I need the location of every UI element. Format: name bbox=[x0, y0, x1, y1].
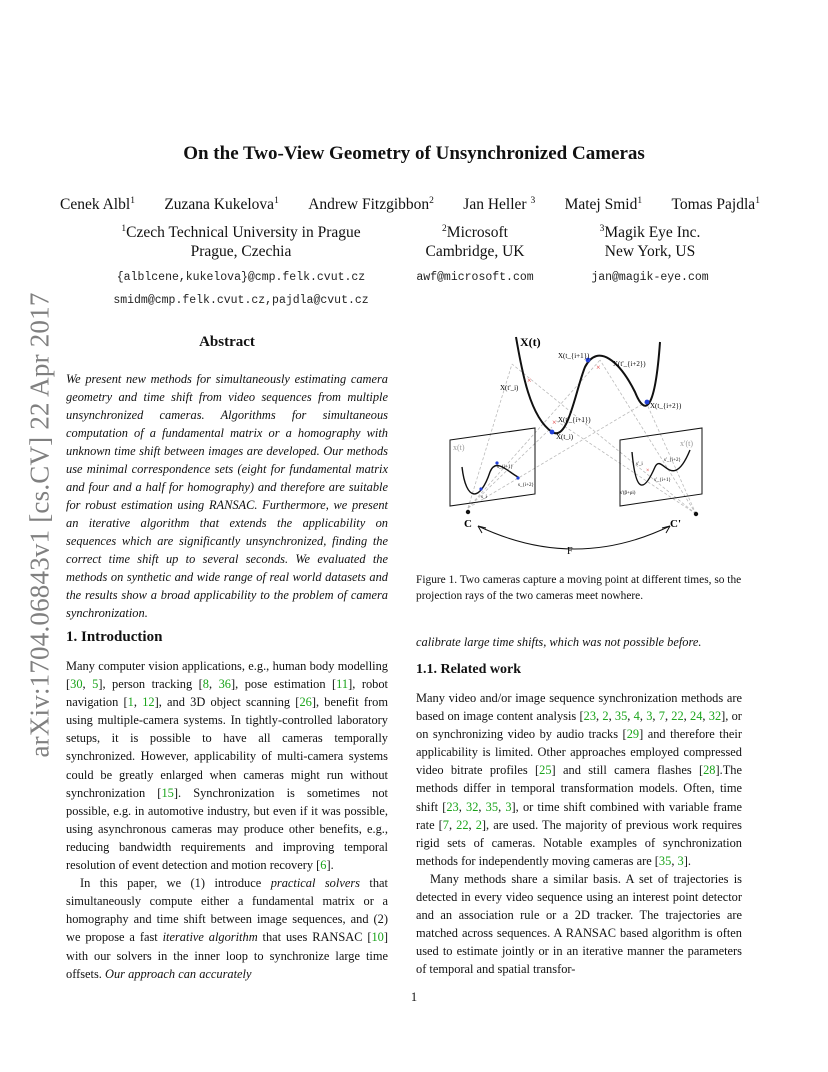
text-run: , bbox=[498, 799, 506, 814]
intro-continuation: calibrate large time shifts, which was not possible before. bbox=[416, 635, 702, 649]
point-label: X(t'_{i+2}) bbox=[613, 360, 646, 368]
author: Zuzana Kukelova$^1$ bbox=[164, 195, 279, 213]
citation[interactable]: 23 bbox=[583, 709, 597, 724]
abstract-heading: Abstract bbox=[199, 334, 255, 350]
text-run: ], or time shift combined with variable frame rate [ bbox=[416, 799, 743, 832]
text-run: , bbox=[627, 709, 634, 724]
citation[interactable]: 30 bbox=[70, 677, 83, 692]
intro-paragraph-1 bbox=[66, 657, 388, 874]
related-body bbox=[416, 689, 742, 979]
abstract-text: We present new methods for simultaneously estimating camera geometry and time shift from video sequences from multiple unsynchronized cameras. Algorithms for simultaneous computation of a fundamental matrix or a homography with unknown time shift between images are developed. Our methods use minimal correspondence sets (eight for fundamental matrix and four and a half for homography) and therefore are suitable for robust estimation using RANSAC. Furthermore, we present an iterative algorithm that extends the applicability on sequences which are significantly unsynchronized, finding the correct time shift up to several seconds. We evaluated the methods on synthetic and wide range of real world datasets and the results show a broad applicability to the problem of camera synchronization. bbox=[66, 372, 388, 620]
citation[interactable]: 3 bbox=[677, 853, 684, 868]
right-image-label: x'(t) bbox=[680, 439, 693, 448]
citation[interactable]: 10 bbox=[371, 930, 384, 945]
intro-body bbox=[66, 657, 388, 983]
author-list bbox=[60, 196, 760, 214]
related-paragraph-2: Many methods share a similar basis. A set of trajectories is detected in every video sequence using an interest point detector and an association rule or a 2D tracker. The trajectories are matched across sequences. A RANSAC based algorithm is often used to estimate jointly or in an iterative manner the parameters of temporal and spatial transfor- bbox=[416, 871, 742, 977]
citation[interactable]: 3 bbox=[646, 709, 653, 724]
point-label: s_{i+1} bbox=[497, 465, 513, 470]
point-label: X(t_{i+2}) bbox=[650, 402, 682, 410]
citation[interactable]: 6 bbox=[320, 858, 327, 873]
text-run: , bbox=[468, 817, 476, 832]
point-label: s'_{i+2} bbox=[664, 458, 681, 463]
text-run: , bbox=[683, 709, 691, 724]
citation[interactable]: 28 bbox=[703, 763, 716, 778]
text-run: ], pose estimation [ bbox=[230, 677, 337, 692]
text-run: that simultaneously compute either a fundamental matrix or a homography and time shift between image sequences, and (2) we propose a fast bbox=[66, 876, 388, 945]
affiliation-microsoft: $^2$Microsoft Cambridge, UK awf@microsoft.com bbox=[400, 223, 550, 287]
author: Andrew Fitzgibbon$^2$ bbox=[308, 195, 434, 213]
citation[interactable]: 22 bbox=[671, 709, 684, 724]
paper-title: On the Two-View Geometry of Unsynchronized Cameras bbox=[183, 143, 645, 164]
cross-marker: × bbox=[552, 418, 557, 427]
citation[interactable]: 24 bbox=[690, 709, 703, 724]
curve-label: X(t) bbox=[520, 335, 541, 349]
text-run: ], and 3D object scanning [ bbox=[154, 695, 300, 710]
author: Cenek Albl$^1$ bbox=[60, 195, 135, 213]
citation[interactable]: 35 bbox=[614, 709, 628, 724]
emphasis: iterative algorithm bbox=[162, 930, 258, 945]
point-label: X(t_{i+1}) bbox=[558, 352, 590, 360]
citation[interactable]: 7 bbox=[658, 709, 665, 724]
point-label: X(t'_i) bbox=[500, 384, 519, 392]
citation[interactable]: 22 bbox=[456, 817, 469, 832]
cross-marker: × bbox=[646, 468, 650, 474]
citation[interactable]: 3 bbox=[505, 799, 512, 814]
point-label: s_i bbox=[481, 495, 487, 500]
email: smidm@cmp.felk.cvut.cz,pajdla@cvut.cz bbox=[113, 294, 369, 307]
text-run: ], person tracking [ bbox=[98, 677, 203, 692]
text-run: , bbox=[133, 695, 143, 710]
text-run: ]. bbox=[683, 853, 691, 868]
citation[interactable]: 11 bbox=[336, 677, 349, 692]
text-run: that uses RANSAC [ bbox=[257, 930, 372, 945]
point-label: s'(β+ρi) bbox=[620, 491, 636, 496]
citation[interactable]: 23 bbox=[446, 799, 459, 814]
text-run: ], robot navigation [ bbox=[66, 677, 388, 710]
related-paragraph-1 bbox=[416, 689, 742, 870]
citation[interactable]: 4 bbox=[633, 709, 640, 724]
citation[interactable]: 1 bbox=[127, 695, 134, 710]
citation[interactable]: 26 bbox=[299, 695, 312, 710]
point-label: s'_i bbox=[636, 462, 643, 467]
text-run: Many computer vision applications, e.g., human body modelling [ bbox=[66, 659, 388, 692]
text-run: , bbox=[209, 677, 219, 692]
citation[interactable]: 5 bbox=[92, 677, 99, 692]
point-label: X(t'_{i+1}) bbox=[558, 416, 591, 424]
point-label: s_{i+2} bbox=[518, 483, 534, 488]
citation[interactable]: 36 bbox=[218, 677, 231, 692]
citation[interactable]: 35 bbox=[485, 799, 499, 814]
camera-label: C bbox=[464, 518, 472, 530]
related-heading: 1.1. Related work bbox=[416, 662, 521, 677]
point-marker bbox=[516, 476, 519, 479]
cross-marker: × bbox=[596, 363, 601, 372]
citation[interactable]: 25 bbox=[539, 763, 552, 778]
fundamental-label: F bbox=[567, 546, 573, 557]
fundamental-arrow bbox=[478, 526, 670, 549]
text-run: ].The methods differ in temporal transformation models. Often, time shift [ bbox=[416, 763, 742, 814]
citation[interactable]: 35 bbox=[658, 853, 672, 868]
camera-label: C' bbox=[670, 518, 681, 530]
text-run: ], are used. The majority of previous work requires rigid sets of cameras. Notable examples of synchronization methods for independently moving cameras are [ bbox=[416, 817, 742, 868]
figure-1 bbox=[440, 322, 742, 562]
text-run: ], benefit from using multiple-camera systems. In tightly-controlled laboratory setups, it is possible to have all cameras temporally synchronized. However, applicability of multi-camera systems could be greatly enlarged when cameras might run without synchronization [ bbox=[66, 695, 388, 800]
arxiv-stamp bbox=[20, 285, 60, 765]
text-run: ] with our solvers in the inner loop to synchronize large time offsets. bbox=[66, 930, 388, 981]
text-run: , bbox=[639, 709, 647, 724]
citation[interactable]: 12 bbox=[142, 695, 155, 710]
citation[interactable]: 32 bbox=[466, 799, 479, 814]
text-run: , bbox=[702, 709, 709, 724]
text-run: ]. Synchronization is sometimes not possible, e.g. in automotive industry, but even if it was possible, using asynchronous cameras may produce other benefits, e.g., reducing bandwidth requirements and improving temporal resolution of event detection and motion recovery [ bbox=[66, 785, 388, 873]
citation[interactable]: 7 bbox=[442, 817, 449, 832]
arxiv-id: arXiv:1704.06843v1 [cs.CV] 22 Apr 2017 bbox=[24, 292, 55, 758]
text-run: ] and therefore their applicability is limited. Other approaches employed compressed video bitrate profiles [ bbox=[416, 727, 742, 778]
citation[interactable]: 32 bbox=[708, 709, 722, 724]
citation[interactable]: 8 bbox=[202, 677, 209, 692]
text-run: , bbox=[458, 799, 466, 814]
text-run: , bbox=[652, 709, 659, 724]
camera-center bbox=[466, 510, 470, 514]
text-run: , bbox=[608, 709, 615, 724]
citation[interactable]: 29 bbox=[626, 727, 640, 742]
text-run: , bbox=[596, 709, 603, 724]
text-run: , bbox=[82, 677, 93, 692]
author: Matej Smid$^1$ bbox=[564, 195, 643, 213]
cross-marker: × bbox=[527, 376, 532, 385]
text-run: ], or on synchronizing video by audio tracks [ bbox=[416, 709, 742, 742]
text-run: , bbox=[448, 817, 457, 832]
camera-center bbox=[694, 512, 698, 516]
intro-paragraph-2 bbox=[66, 874, 388, 983]
left-image-label: x(t) bbox=[453, 443, 465, 452]
text-run: ] and still camera flashes [ bbox=[551, 763, 704, 778]
author: Tomas Pajdla$^1$ bbox=[671, 195, 760, 213]
point-label: X(t_i) bbox=[556, 433, 574, 441]
text-run: In this paper, we (1) introduce bbox=[80, 876, 271, 891]
citation[interactable]: 15 bbox=[161, 785, 174, 800]
email: jan@magik-eye.com bbox=[591, 271, 709, 284]
figure-caption: Figure 1. Two cameras capture a moving point at different times, so the projection rays of the two cameras meet nowhere. bbox=[416, 574, 742, 602]
email: {alblcene,kukelova}@cmp.felk.cvut.cz bbox=[116, 271, 366, 284]
emphasis: practical solvers bbox=[270, 876, 360, 891]
author: Jan Heller $^3$ bbox=[463, 195, 536, 213]
email: awf@microsoft.com bbox=[416, 271, 534, 284]
citation[interactable]: 2 bbox=[602, 709, 609, 724]
point-marker bbox=[550, 430, 555, 435]
point-marker bbox=[479, 487, 482, 490]
affiliation-ctu: $^1$Czech Technical University in Prague Prague, Czechia {alblcene,kukelova}@cmp.felk.cvut.cz smidm@cmp.felk.cvut.cz,pajdla@cvut.cz bbox=[96, 223, 386, 310]
point-marker bbox=[645, 400, 650, 405]
intro-heading: 1. Introduction bbox=[66, 629, 163, 645]
page-number: 1 bbox=[410, 990, 418, 1004]
point-label: s'_{i+1} bbox=[654, 478, 671, 483]
citation[interactable]: 2 bbox=[475, 817, 482, 832]
text-run: , bbox=[664, 709, 672, 724]
text-run: Many video and/or image sequence synchronization methods are based on image content analysis [ bbox=[416, 691, 742, 724]
text-run: , bbox=[478, 799, 486, 814]
text-run: , bbox=[671, 853, 678, 868]
affiliation-magik: $^3$Magik Eye Inc. New York, US jan@magik-eye.com bbox=[560, 223, 740, 287]
text-run: ]. bbox=[326, 858, 334, 873]
emphasis: Our approach can accurately bbox=[105, 966, 252, 981]
